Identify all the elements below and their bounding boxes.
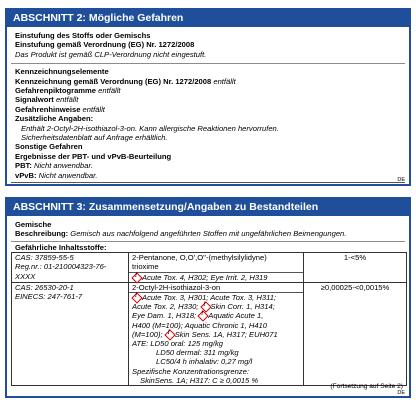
ingredient-name: 2-Octyl-2H-isothiazol-3-on (132, 282, 221, 292)
signalwort-value: entfällt (55, 95, 79, 105)
kennzeichnung-value: entfällt (213, 76, 236, 86)
vpvb-key: vPvB: (15, 170, 37, 180)
pbt-label: Ergebnisse der PBT- und vPvB-Beurteilung (15, 151, 172, 161)
gemische-label: Gemische (15, 220, 52, 229)
ingredient-name: 2-Pentanone, O,O',O''-(methylsilylidyne) (132, 253, 267, 263)
ingredient-ids: CAS: 37859-55-5 Reg.nr.: 01-210004323-76- XXXX (12, 253, 129, 283)
ingredient-concentration: ≥0,00025-<0,0015% (304, 282, 407, 385)
zusaetzliche-line-2: Sicherheitsdatenblatt auf Anfrage erhältlich. (21, 133, 168, 143)
sonstige-gefahren-label: Sonstige Gefahren (15, 142, 83, 152)
beschreibung-text: Gemisch aus nachfolgend angeführten Stoffen mit ungefährlichen Beimengungen. (70, 229, 347, 239)
ghs-skull-icon (132, 293, 140, 301)
kennzeichnung-verordnung: Kennzeichnung gemäß Verordnung (EG) Nr. 1272/2008 (15, 76, 212, 86)
zusaetzliche-line-1: Enthält 2-Octyl-2H-isothiazol-3-on. Kann allergische Reaktionen hervorrufen. (21, 123, 279, 133)
pbt-value: Nicht anwendbar. (34, 161, 93, 171)
section-3-header: ABSCHNITT 3: Zusammensetzung/Angaben zu Bestandteilen (7, 199, 409, 216)
piktogramme-label: Gefahrenpiktogramme (15, 86, 97, 96)
ate-line: ATE: LD50 oral: 125 mg/kg (132, 339, 224, 349)
ingredient-info: 2-Pentanone, O,O',O''-(methylsilylidyne) trioxime !Acute Tox. 4, H302; Eye Irrit. 2, H319 (129, 253, 304, 283)
ingredient-name: trioxime (132, 262, 159, 272)
ingredient-info: 2-Octyl-2H-isothiazol-3-on !Acute Tox. 3, H301; Acute Tox. 3, H311; Acute Tox. 2, H330; ! Skin Corr. 1, H314; Eye Dam. 1, H318; ! Aquatic Acute 1, H400 (M=100); Aquatic Chronic 1, H410 (M=100); ! Skin Sens. 1A, H317; EUH071 ATE: LD50 oral: 125 mg/kg LD50 dermal: 311 mg/kg LC50/4 h inhalativ: 0,27 mg/l Spezifische Konzentrationsgrenze: SkinSens. 1A; H317: C ≥ 0,0015 % (129, 282, 304, 385)
inhaltsstoffe-label: Gefährliche Inhaltsstoffe: (15, 242, 107, 252)
ghs-exclamation-icon (132, 273, 140, 281)
ghs-environment-icon (198, 311, 206, 319)
kennzeichnung-label: Kennzeichnungselemente (15, 67, 109, 77)
vpvb-value: Nicht anwendbar. (38, 170, 98, 180)
ingredient-ids: CAS: 26530-20-1 EINECS: 247-761-7 (12, 282, 129, 385)
section-2-header: ABSCHNITT 2: Mögliche Gefahren (7, 10, 409, 27)
language-mark: DE (397, 177, 405, 183)
gefahrenhinweise-value: entfällt (82, 104, 105, 114)
section-3 (5, 197, 411, 398)
pbt-key: PBT: (15, 161, 32, 171)
language-mark: DE (397, 390, 405, 396)
gefahrenhinweise-label: Gefahrenhinweise (15, 104, 81, 114)
table-row (12, 282, 407, 385)
ghs-corrosion-icon (201, 302, 209, 310)
piktogramme-value: entfällt (98, 86, 121, 96)
einstufung-label: Einstufung des Stoffs oder Gemischs (15, 31, 151, 40)
einstufung-text: Das Produkt ist gemäß CLP-Verordnung nicht eingestuft. (15, 49, 207, 59)
beschreibung-key: Beschreibung: (15, 229, 69, 239)
einstufung-verordnung: Einstufung gemäß Verordnung (EG) Nr. 1272/2008 (15, 40, 195, 50)
section-2 (5, 8, 411, 186)
table-row (12, 253, 407, 283)
signalwort-label: Signalwort (15, 95, 54, 105)
ingredients-table (11, 252, 407, 386)
ingredient-concentration: 1-<5% (304, 253, 407, 283)
continuation-note: (Fortsetzung auf Seite 2) (330, 383, 403, 390)
ghs-exclamation-icon (165, 330, 173, 338)
zusaetzliche-label: Zusätzliche Angaben: (15, 114, 94, 124)
